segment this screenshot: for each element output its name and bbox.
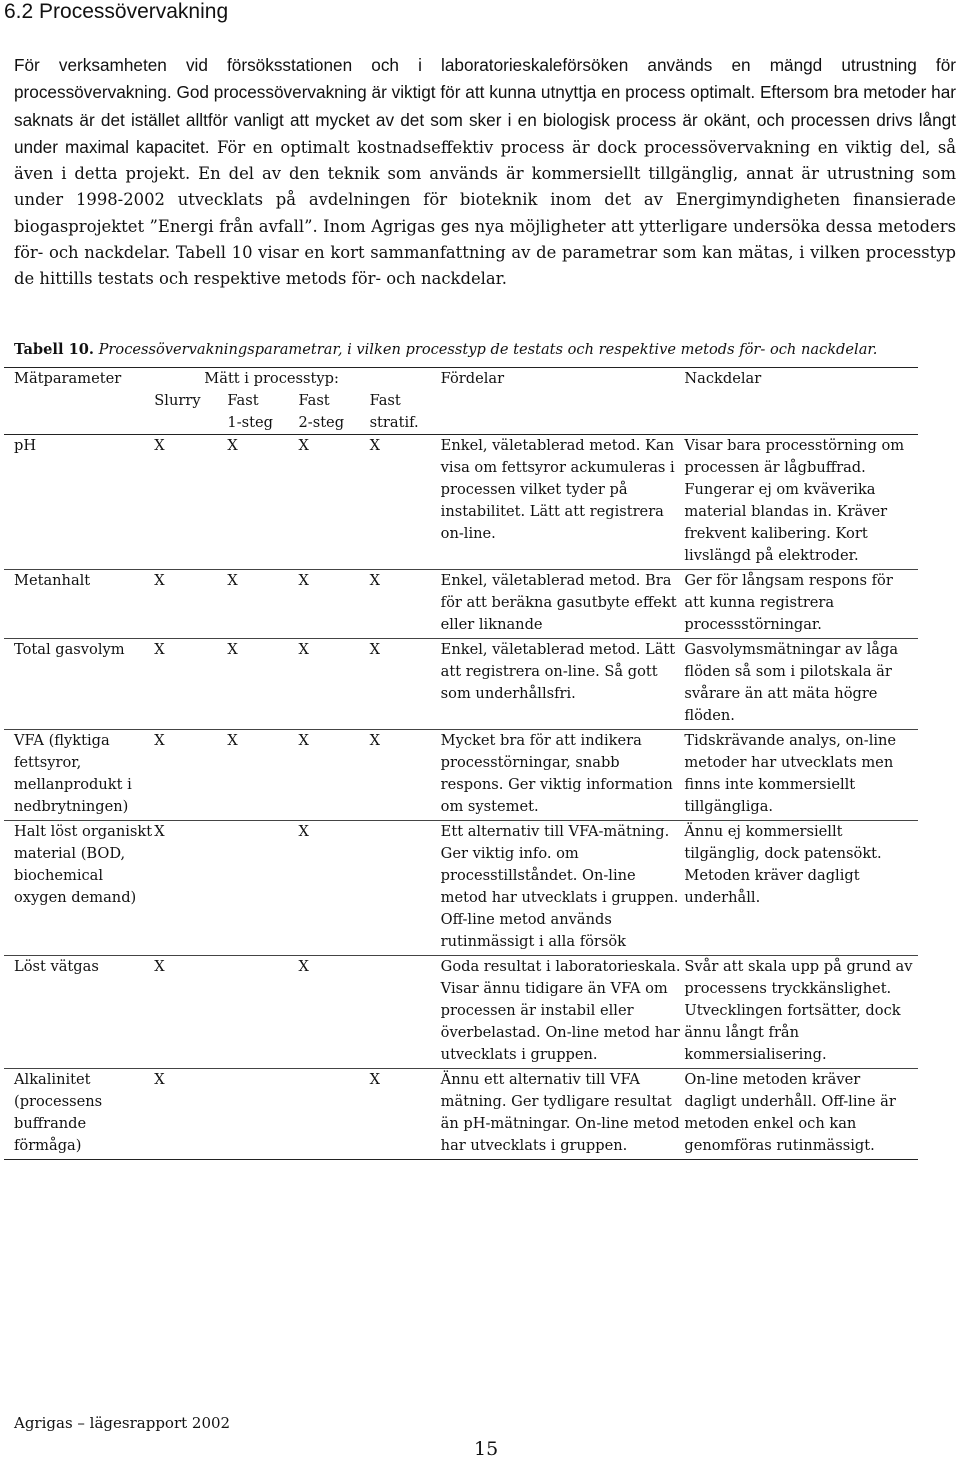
table-row [4,956,918,1069]
cell-parameter: Alkalinitet (processens buffrande förmåga) [4,1069,154,1160]
cell-fast-stratif: X [370,1069,441,1160]
header-type-1-steg: 1-steg [227,412,298,435]
table-caption-label: Tabell 10. [14,341,94,358]
header-type-fast-2: Fast [298,392,330,409]
table-caption [14,341,877,358]
cell-parameter: Total gasvolym [4,639,154,730]
table-caption-text: Processövervakningsparametrar, i vilken processtyp de testats och respektive metods för- och nackdelar. [93,341,878,358]
table-row [4,730,918,821]
cell-fast-1-steg: X [227,730,298,821]
cell-fast-1-steg [227,956,298,1069]
cell-slurry: X [154,730,227,821]
body-paragraph [14,52,956,293]
cell-fast-2-steg: X [298,730,369,821]
cell-fast-stratif: X [370,435,441,570]
cell-parameter: pH [4,435,154,570]
footer-report-title: Agrigas – lägesrapport 2002 [14,1414,231,1432]
cell-parameter: Halt löst organiskt material (BOD, biochemical oxygen demand) [4,821,154,956]
cell-fast-2-steg: X [298,639,369,730]
cell-fast-2-steg: X [298,956,369,1069]
cell-slurry: X [154,570,227,639]
cell-fast-1-steg [227,1069,298,1160]
cell-advantages: Ett alternativ till VFA-mätning. Ger viktig info. om processtillståndet. On-line metod har utvecklats i gruppen. Off-line metod används rutinmässigt i alla försök [441,821,685,956]
cell-fast-1-steg [227,821,298,956]
cell-fast-stratif: X [370,570,441,639]
cell-disadvantages: Ännu ej kommersiellt tilgänglig, dock patensökt. Metoden kräver dagligt underhåll. [684,821,918,956]
cell-fast-1-steg: X [227,570,298,639]
header-parameter: Mätparameter [4,368,154,391]
header-type-slurry: Slurry [154,392,201,409]
cell-advantages: Goda resultat i laboratorieskala. Visar ännu tidigare än VFA om processen är instabil eller överbelastad. On-line metod har utvecklats i gruppen. [441,956,685,1069]
page-number: 15 [474,1438,499,1460]
cell-disadvantages: Ger för långsam respons för att kunna registrera processstörningar. [684,570,918,639]
cell-slurry: X [154,1069,227,1160]
table-row [4,435,918,570]
body-paragraph-part-1: För verksamheten vid försöksstationen och i laboratorieskaleförsöken används en mängd utrustning för processövervakning. God processövervakning är viktigt för att kunna utnyttja en process optimalt. Eftersom bra metoder har saknats är det istället alltför vanligt att mycket av det som sker i en biologisk process är okänt, och processen drivs långt under maximal kapacitet. [14,55,956,157]
header-disadvantages: Nackdelar [684,368,918,391]
cell-slurry: X [154,435,227,570]
table-row [4,639,918,730]
header-type-fast-stratif: Fast [369,392,401,409]
cell-slurry: X [154,956,227,1069]
cell-advantages: Enkel, väletablerad metod. Kan visa om fettsyror ackumuleras i processen vilket tyder på instabilitet. Lätt att registrera on-line. [441,435,685,570]
table-subheader-row-2 [4,412,918,435]
table-row [4,821,918,956]
table-row [4,1069,918,1160]
body-paragraph-part-2: För en optimalt kostnadseffektiv process är dock processövervakning en viktig del, så även i detta projekt. En del av den teknik som används är kommersiellt tillgänglig, annat är utrustning som under 1998-2002 utvecklats på avdelningen för bioteknik inom det av Energimyndigheten finansierade biogasprojektet ”Energi från avfall”. Inom Agrigas ges nya möjligheter att ytterligare undersöka dessa metoders för- och nackdelar. Tabell 10 visar en kort sammanfattning av de parametrar som kan mätas, i vilken processtyp de hittills testats och respektive metods för- och nackdelar. [14,137,956,289]
cell-disadvantages: Svår att skala upp på grund av processens tryckkänslighet. Utvecklingen fortsätter, dock ännu långt från kommersialisering. [684,956,918,1069]
cell-advantages: Ännu ett alternativ till VFA mätning. Ger tydligare resultat än pH-mätningar. On-line metod har utvecklats i gruppen. [441,1069,685,1160]
header-type-stratif: stratif. [370,412,441,435]
cell-fast-stratif [370,821,441,956]
cell-disadvantages: Tidskrävande analys, on-line metoder har utvecklats men finns inte kommersiellt tillgängliga. [684,730,918,821]
header-measured-in: Mätt i processtyp: [154,368,440,391]
header-type-2-steg: 2-steg [298,412,369,435]
cell-fast-2-steg: X [298,821,369,956]
cell-slurry: X [154,821,227,956]
table-header-row [4,368,918,391]
cell-disadvantages: On-line metoden kräver dagligt underhåll. Off-line är metoden enkel och kan genomföras rutinmässigt. [684,1069,918,1160]
cell-parameter: VFA (flyktiga fettsyror, mellanprodukt i nedbrytningen) [4,730,154,821]
cell-fast-stratif: X [370,639,441,730]
cell-fast-stratif [370,956,441,1069]
cell-advantages: Mycket bra för att indikera processtörningar, snabb respons. Ger viktig information om systemet. [441,730,685,821]
cell-slurry: X [154,639,227,730]
cell-fast-1-steg: X [227,435,298,570]
parameters-table [4,367,918,1160]
cell-disadvantages: Visar bara processtörning om processen är lågbuffrad. Fungerar ej om kväverika material blandas in. Kräver frekvent kalibering. Kort livslängd på elektroder. [684,435,918,570]
table-row [4,570,918,639]
cell-fast-1-steg: X [227,639,298,730]
cell-advantages: Enkel, väletablerad metod. Lätt att registrera on-line. Så gott som underhållsfri. [441,639,685,730]
cell-fast-2-steg: X [298,570,369,639]
cell-disadvantages: Gasvolymsmätningar av låga flöden så som i pilotskala är svårare än att mäta högre flöden. [684,639,918,730]
section-heading: 6.2 Processövervakning [4,0,229,23]
cell-advantages: Enkel, väletablerad metod. Bra för att beräkna gasutbyte effekt eller liknande [441,570,685,639]
header-type-fast-1: Fast [227,392,259,409]
header-advantages: Fördelar [441,368,685,391]
cell-fast-2-steg [298,1069,369,1160]
cell-fast-stratif: X [370,730,441,821]
cell-parameter: Metanhalt [4,570,154,639]
cell-fast-2-steg: X [298,435,369,570]
cell-parameter: Löst vätgas [4,956,154,1069]
table-subheader-row [4,390,918,412]
